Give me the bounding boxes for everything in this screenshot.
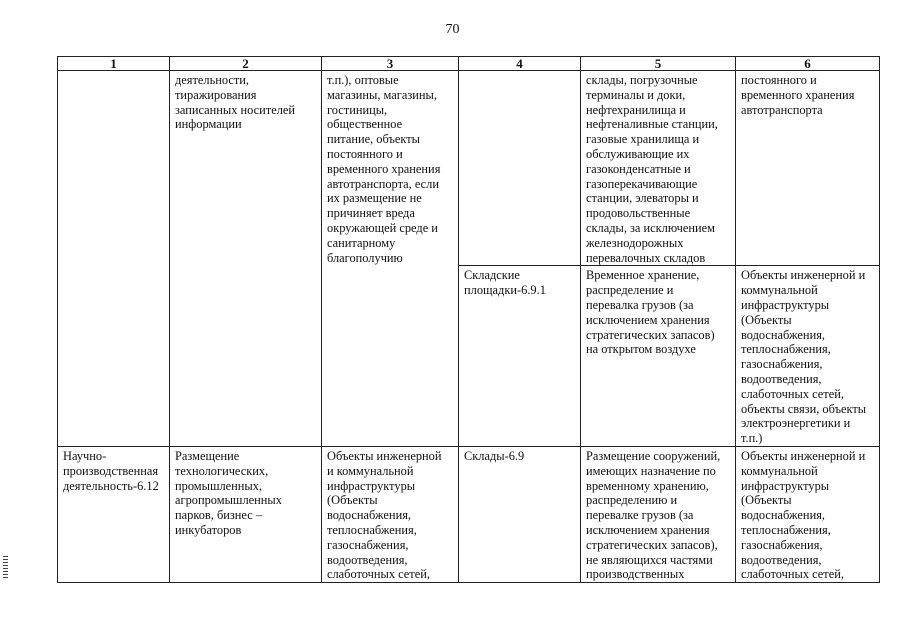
cell-text: Размещение технологических, промышленных, агропромышленных парков, бизнес – инкубаторов xyxy=(175,448,282,537)
cell-text: деятельности, тиражирования записанных носителей информации xyxy=(175,73,296,132)
cell-text: Объекты инженерной и коммунальной инфраструктуры (Объекты водоснабжения, теплоснабжения, газоснабжения, водоотведения, слаботочных сетей, xyxy=(327,448,442,582)
cell-text: постоянного и временного хранения автотранспорта xyxy=(741,73,855,117)
table-cell xyxy=(459,446,581,582)
page-number: 70 xyxy=(445,22,460,37)
header-col-2: 2 xyxy=(170,57,322,71)
table-cell xyxy=(58,71,170,447)
cell-text: Объекты инженерной и коммунальной инфраструктуры (Объекты водоснабжения, теплоснабжения, газоснабжения, водоотведения, слаботочных сетей, xyxy=(741,448,866,582)
scan-margin-mark xyxy=(3,556,8,578)
cell-text: Складские площадки-6.9.1 xyxy=(464,268,546,298)
table-cell xyxy=(459,266,581,447)
cell-text: Объекты инженерной и коммунальной инфраструктуры (Объекты водоснабжения, теплоснабжения, газоснабжения, водоотведения, слаботочных сетей, объекты связи, объекты электроэнергетики и т.п.) xyxy=(741,268,867,446)
table-cell xyxy=(322,446,459,582)
cell-text: Размещение сооружений, имеющих назначение по временному хранению, распределению и перевалке грузов (за исключением хранения стратегических запасов), не являющихся частями производственных xyxy=(586,448,721,582)
cell-text: Склады-6.9 xyxy=(464,448,525,463)
header-col-6: 6 xyxy=(736,57,880,71)
header-col-5: 5 xyxy=(581,57,736,71)
table-cell xyxy=(459,71,581,266)
table-cell xyxy=(170,71,322,447)
table-cell xyxy=(322,71,459,447)
table-header-row xyxy=(58,57,880,71)
table-row xyxy=(58,446,880,582)
table-cell xyxy=(170,446,322,582)
cell-text: Временное хранение, распределение и перевалка грузов (за исключением хранения стратегических запасов) на открытом воздухе xyxy=(586,268,715,357)
table-cell xyxy=(581,446,736,582)
land-use-table xyxy=(57,56,880,583)
table-cell xyxy=(736,446,880,582)
cell-text: Научно- производственная деятельность-6.12 xyxy=(63,448,159,493)
header-col-4: 4 xyxy=(459,57,581,71)
header-col-1: 1 xyxy=(58,57,170,71)
cell-text: т.п.), оптовые магазины, магазины, гостиницы, общественное питание, объекты постоянного и временного хранения автотранспорта, если их размещение не причиняет вреда окружающей среде и санитарному благополучию xyxy=(327,73,441,265)
table-row xyxy=(58,71,880,266)
header-col-3: 3 xyxy=(322,57,459,71)
cell-text: склады, погрузочные терминалы и доки, нефтехранилища и нефтеналивные станции, газовые хранилища и обслуживающие их газоконденсатные и газоперекачивающие станции, элеваторы и продовольственные склады, за исключением железнодорожных перевалочных складов xyxy=(586,73,718,265)
table-cell xyxy=(736,266,880,447)
table-cell xyxy=(581,266,736,447)
table-cell xyxy=(581,71,736,266)
table-cell xyxy=(58,446,170,582)
table-cell xyxy=(736,71,880,266)
